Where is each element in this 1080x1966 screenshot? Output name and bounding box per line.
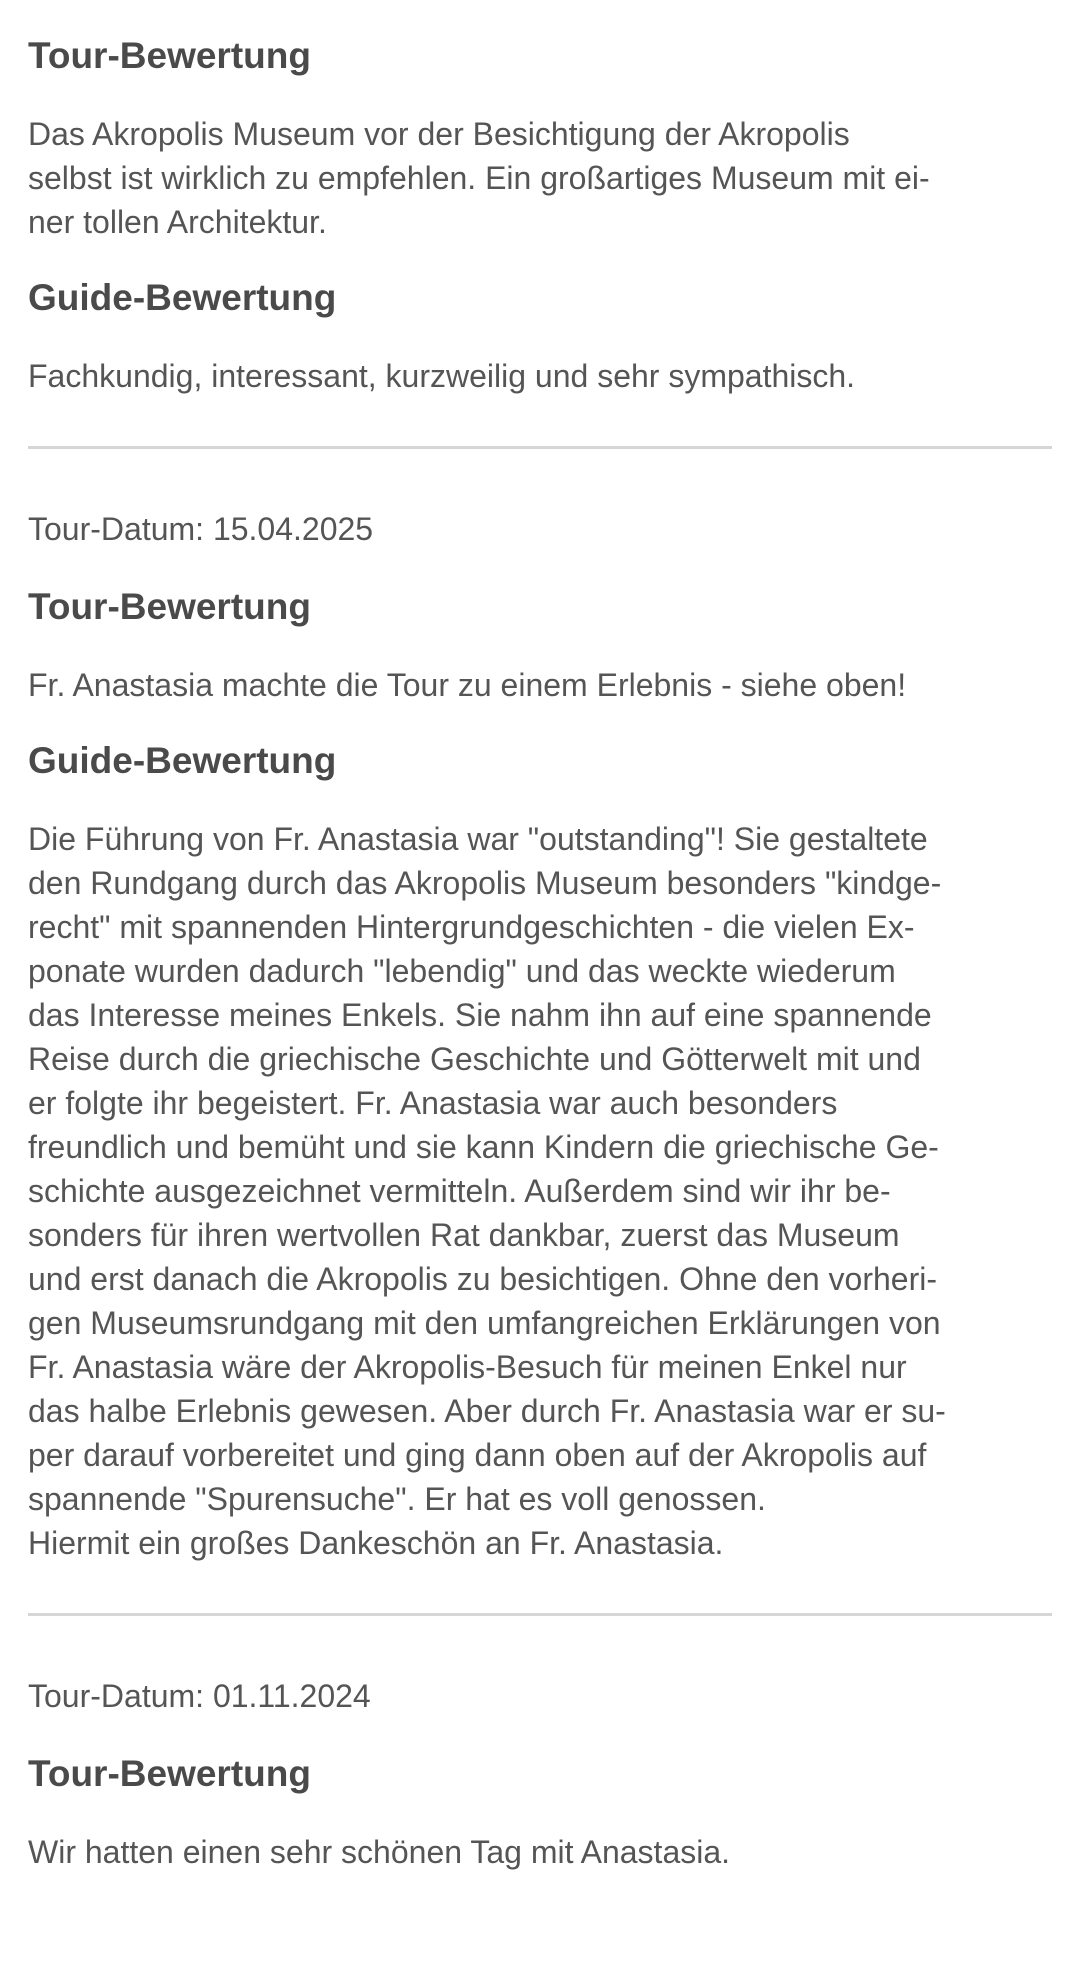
- tour-rating-heading: Tour-Bewertung: [28, 35, 311, 76]
- tour-rating-text: Das Akropolis Museum vor der Besichtigung der Akropolis selbst ist wirklich zu empfehlen. Ein großartiges Museum mit ei- ner tollen Architektur.: [28, 116, 930, 240]
- guide-rating-text: Fachkundig, interessant, kurzweilig und sehr sympathisch.: [28, 358, 856, 394]
- tour-date: Tour-Datum: 01.11.2024: [28, 1678, 371, 1714]
- tour-rating-text: Fr. Anastasia machte die Tour zu einem Erlebnis - siehe oben!: [28, 667, 907, 703]
- tour-date: Tour-Datum: 15.04.2025: [28, 511, 374, 547]
- tour-rating-heading: Tour-Bewertung: [28, 586, 311, 627]
- review-item: [28, 30, 1052, 398]
- review-item: [28, 507, 1052, 1565]
- tour-rating-text: Wir hatten einen sehr schönen Tag mit Anastasia.: [28, 1834, 731, 1870]
- tour-rating-heading: Tour-Bewertung: [28, 1753, 311, 1794]
- guide-rating-text: Die Führung von Fr. Anastasia war "outstanding"! Sie gestaltete den Rundgang durch das Akropolis Museum besonders "kindge- recht" mit spannenden Hintergrundgeschichten - die vielen Ex- ponate wurden dadurch "lebendig" und das weckte wiederum das Interesse meines Enkels. Sie nahm ihn auf eine spannende Reise durch die griechische Geschichte und Götterwelt mit und er folgte ihr begeistert. Fr. Anastasia war auch besonders freundlich und bemüht und sie kann Kindern die griechische Ge- schichte ausgezeichnet vermitteln. Außerdem sind wir ihr be- sonders für ihren wertvollen Rat dankbar, zuerst das Museum und erst danach die Akropolis zu besichtigen. Ohne den vorheri- gen Museumsrundgang mit den umfangreichen Erklärungen von Fr. Anastasia wäre der Akropolis-Besuch für meinen Enkel nur das halbe Erlebnis gewesen. Aber durch Fr. Anastasia war er su- per darauf vorbereitet und ging dann oben auf der Akropolis auf spannende "Spurensuche". Er hat es voll genossen. Hiermit ein großes Dankeschön an Fr. Anastasia.: [28, 821, 946, 1561]
- guide-rating-heading: Guide-Bewertung: [28, 740, 337, 781]
- review-item: [28, 1674, 1052, 1874]
- guide-rating-heading: Guide-Bewertung: [28, 277, 337, 318]
